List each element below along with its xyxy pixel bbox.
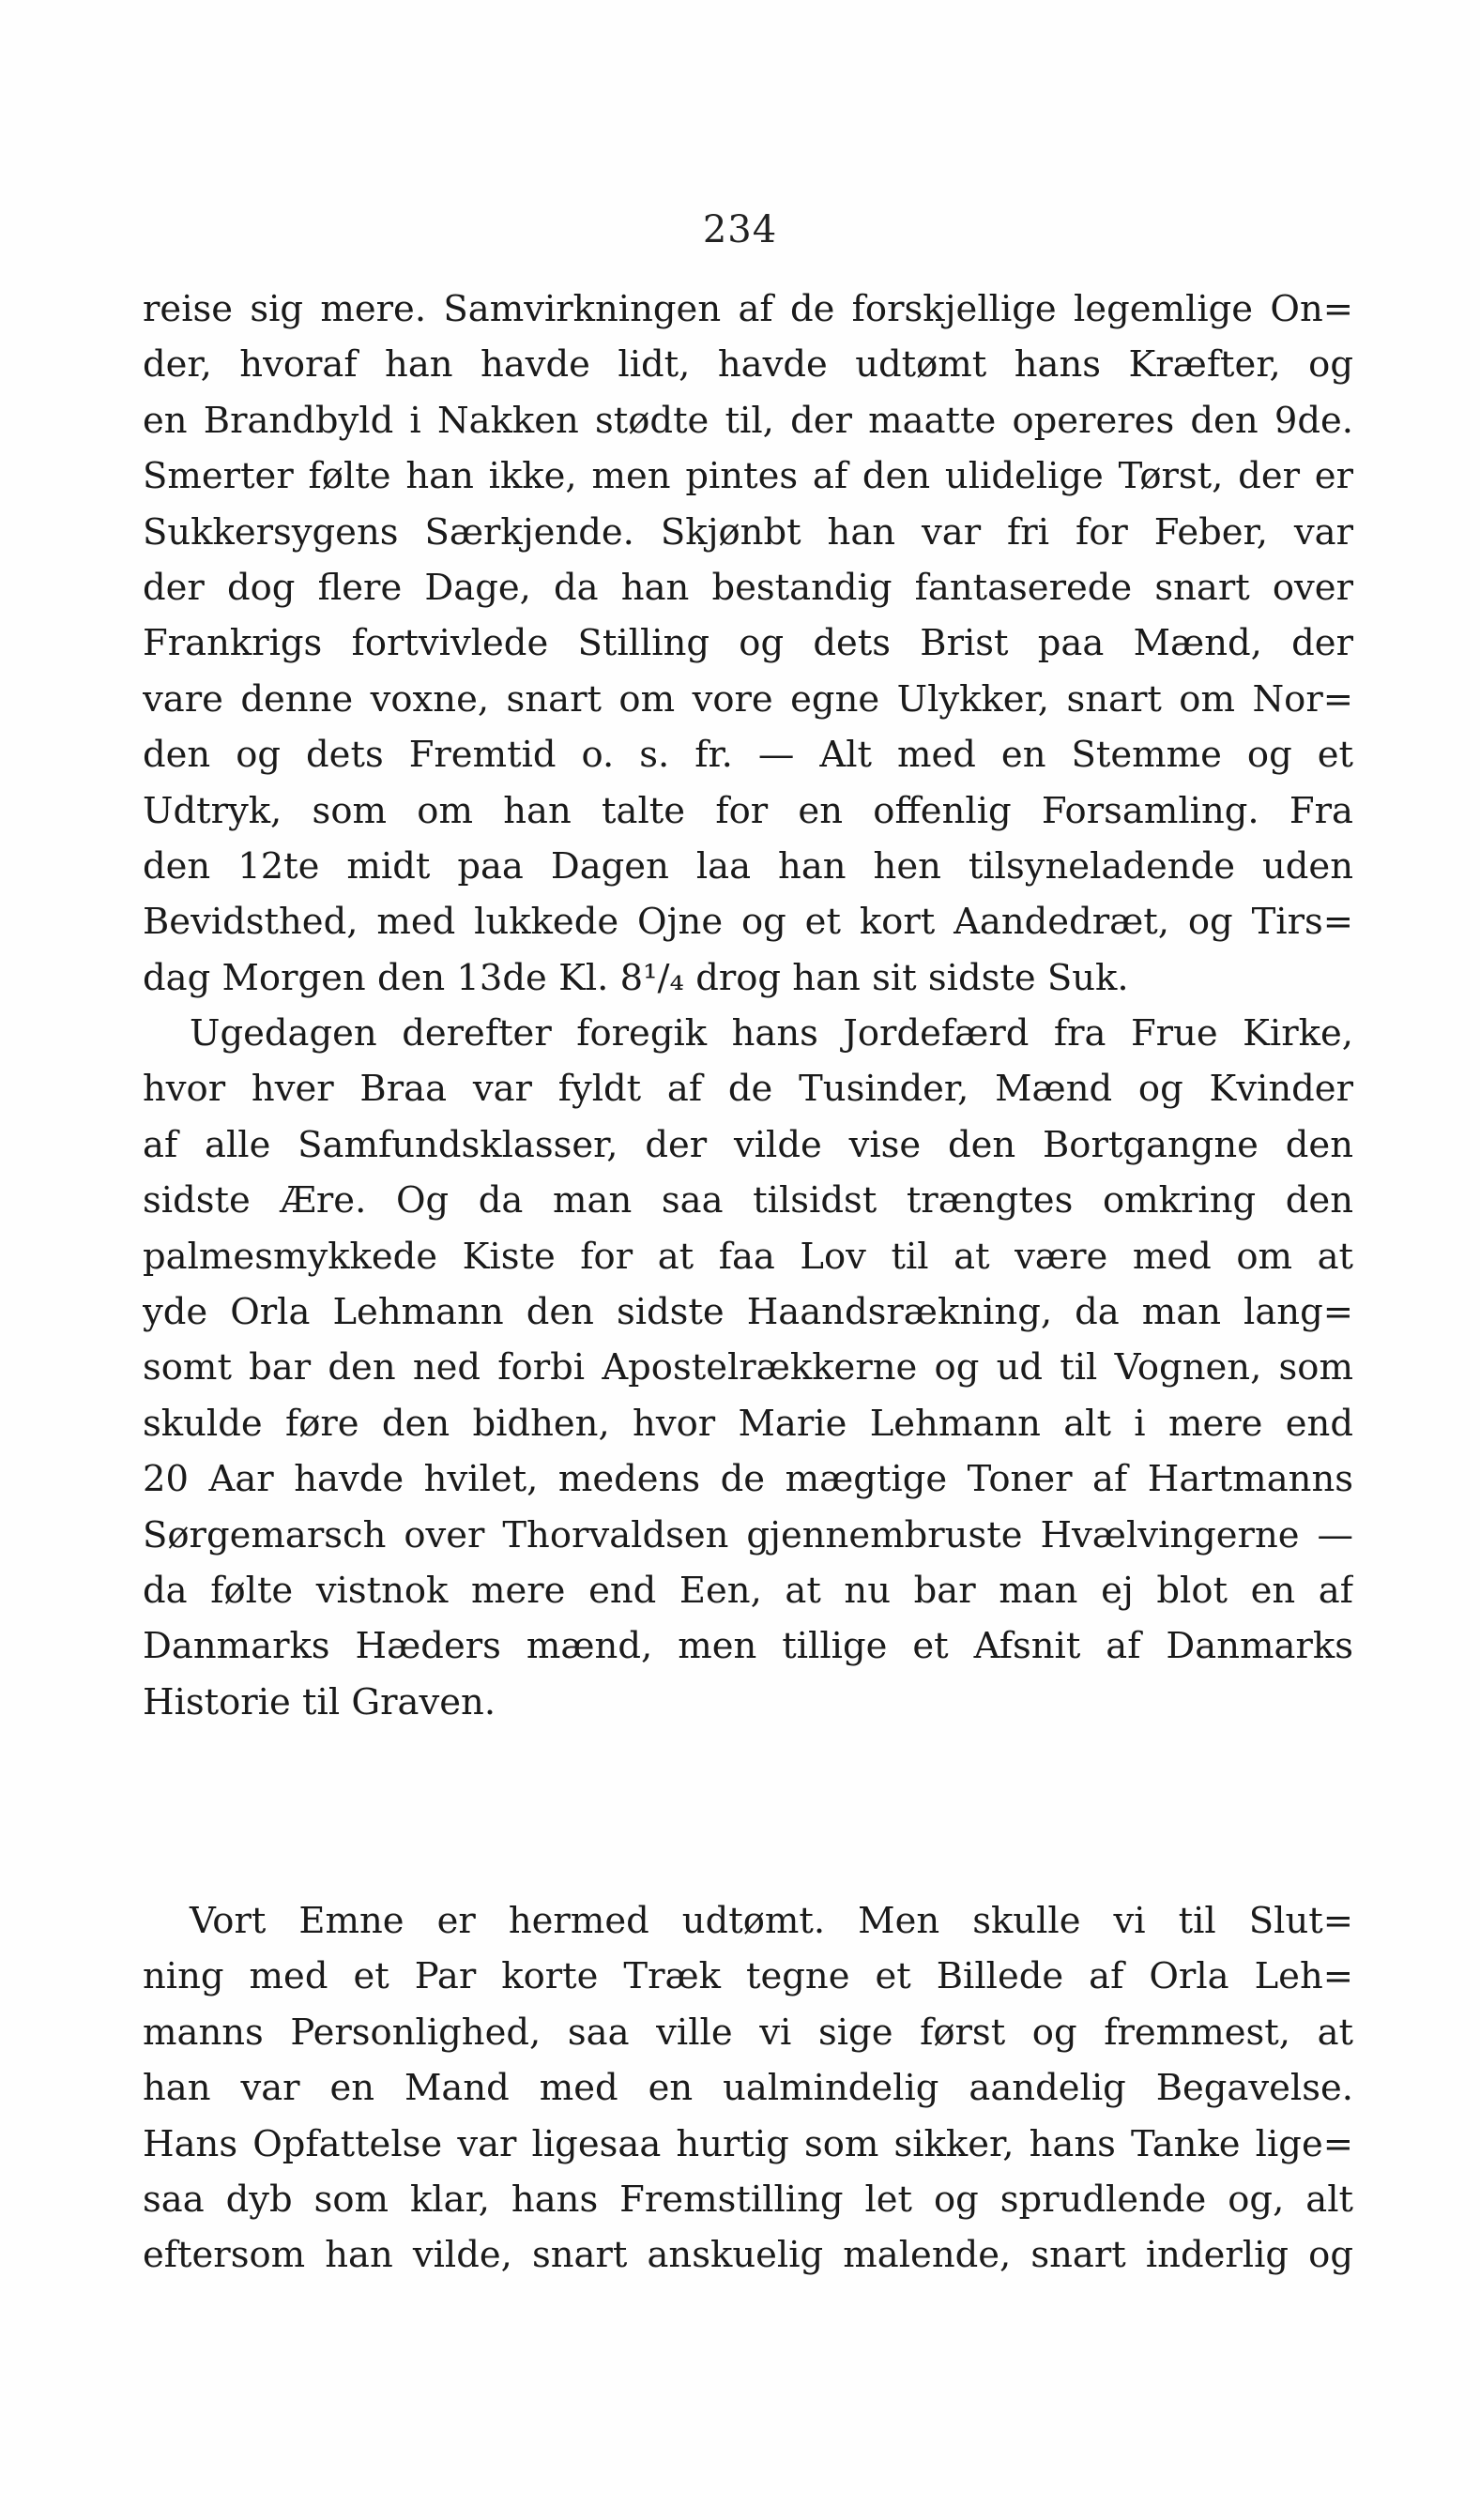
text-line: Udtryk, som om han talte for en offenlig Forsamling. Fra: [143, 789, 1353, 832]
text-line: somt bar den ned forbi Apostelrækkerne og ud til Vognen, som: [143, 1346, 1353, 1389]
text-line: eftersom han vilde, snart anskuelig malende, snart inderlig og: [143, 2234, 1353, 2277]
text-line: Historie til Graven.: [143, 1680, 496, 1723]
paragraph-1: [143, 281, 1353, 1006]
text-line: vare denne voxne, snart om vore egne Ulykker, snart om Nor=: [143, 677, 1353, 721]
text-block-lower: [143, 1893, 1353, 2284]
text-line: den 12te midt paa Dagen laa han hen tilsyneladende uden: [143, 844, 1353, 888]
text-line: Sukkersygens Særkjende. Skjønbt han var fri for Feber, var: [143, 510, 1353, 554]
text-line: ning med et Par korte Træk tegne et Billede af Orla Leh=: [143, 1955, 1353, 1998]
text-line: han var en Mand med en ualmindelig aandelig Begavelse.: [143, 2067, 1353, 2110]
text-line: en Brandbyld i Nakken stødte til, der maatte opereres den 9de.: [143, 399, 1353, 442]
text-line: 20 Aar havde hvilet, medens de mægtige Toner af Hartmanns: [143, 1458, 1353, 1501]
text-line: der, hvoraf han havde lidt, havde udtømt hans Kræfter, og: [143, 343, 1353, 387]
text-line: manns Personlighed, saa ville vi sige først og fremmest, at: [143, 2011, 1353, 2054]
text-line: Hans Opfattelse var ligesaa hurtig som sikker, hans Tanke lige=: [143, 2122, 1353, 2165]
text-line: Sørgemarsch over Thorvaldsen gjennembruste Hvælvingerne —: [143, 1513, 1353, 1556]
text-line: der dog flere Dage, da han bestandig fantaserede snart over: [143, 566, 1353, 609]
text-line: af alle Samfundsklasser, der vilde vise den Bortgangne den: [143, 1123, 1353, 1166]
text-line: Smerter følte han ikke, men pintes af den ulidelige Tørst, der er: [143, 455, 1353, 498]
text-line: saa dyb som klar, hans Fremstilling let og sprudlende og, alt: [143, 2178, 1353, 2221]
text-line: skulde føre den bidhen, hvor Marie Lehmann alt i mere end: [143, 1402, 1353, 1445]
paragraph-2: [143, 1006, 1353, 1730]
paragraph-3: [143, 1893, 1353, 2284]
text-line: Ugedagen derefter foregik hans Jordefærd fra Frue Kirke,: [190, 1012, 1353, 1055]
text-line: Frankrigs fortvivlede Stilling og dets Brist paa Mænd, der: [143, 622, 1353, 665]
text-line: reise sig mere. Samvirkningen af de forskjellige legemlige On=: [143, 288, 1353, 330]
text-line: den og dets Fremtid o. s. fr. — Alt med en Stemme og et: [143, 734, 1353, 777]
text-line: Vort Emne er hermed udtømt. Men skulle vi til Slut=: [190, 1900, 1353, 1942]
page-number: 234: [702, 208, 778, 251]
text-line: Danmarks Hæders mænd, men tillige et Afsnit af Danmarks: [143, 1625, 1353, 1668]
text-line: dag Morgen den 13de Kl. 8¹/₄ drog han sit sidste Suk.: [143, 956, 1129, 999]
text-line: hvor hver Braa var fyldt af de Tusinder, Mænd og Kvinder: [143, 1068, 1353, 1111]
text-block-upper: [143, 281, 1353, 1730]
text-line: sidste Ære. Og da man saa tilsidst trængtes omkring den: [143, 1179, 1353, 1222]
text-line: Bevidsthed, med lukkede Ojne og et kort Aandedræt, og Tirs=: [143, 901, 1353, 944]
text-line: yde Orla Lehmann den sidste Haandsrækning, da man lang=: [143, 1291, 1353, 1334]
text-line: palmesmykkede Kiste for at faa Lov til at være med om at: [143, 1235, 1353, 1278]
text-line: da følte vistnok mere end Een, at nu bar man ej blot en af: [143, 1569, 1353, 1612]
